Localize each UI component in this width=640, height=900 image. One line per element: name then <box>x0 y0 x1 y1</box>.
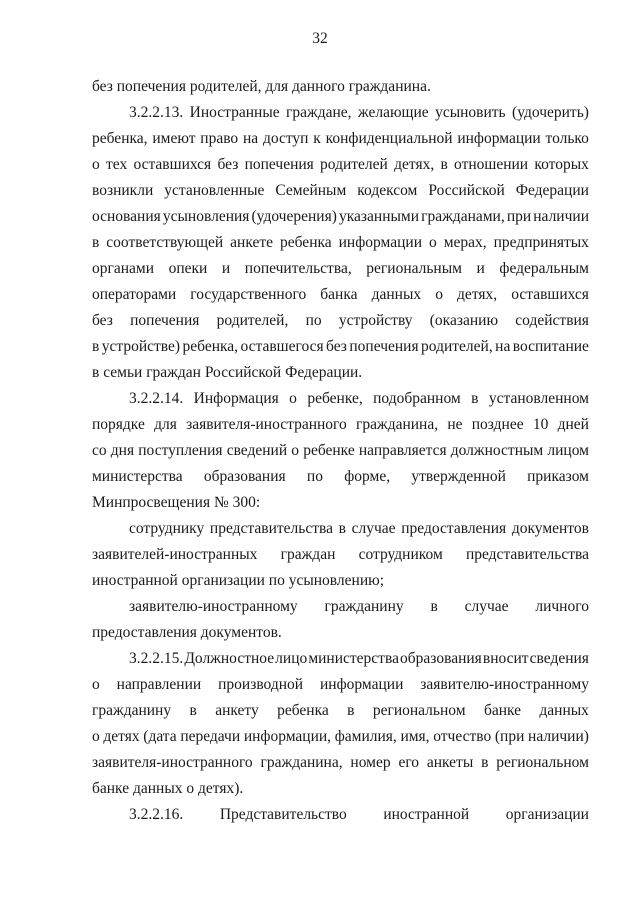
word: (дата <box>143 728 177 745</box>
text-line <box>92 750 589 776</box>
word: только <box>545 130 589 147</box>
word: данных <box>539 702 589 719</box>
word: 3.2.2.14. <box>129 390 184 407</box>
text-line <box>92 230 589 256</box>
word: утвержденной <box>411 468 506 485</box>
word: банка <box>320 286 358 303</box>
word: родителей, <box>421 338 493 355</box>
word: и <box>221 260 231 277</box>
word: основания <box>92 208 161 225</box>
word: сотруднику <box>129 520 205 537</box>
word: без <box>92 312 113 329</box>
text-line <box>92 204 589 230</box>
word: Должностное <box>184 650 275 667</box>
word: операторами <box>92 286 177 303</box>
word: региональном <box>372 702 466 719</box>
word: информации, <box>243 728 332 745</box>
word: Федерации <box>515 182 589 199</box>
word: при <box>506 208 532 225</box>
text-line <box>92 386 589 412</box>
word: наличии <box>533 208 589 225</box>
word: региональным <box>366 260 462 277</box>
word: (удочерения) <box>251 208 337 225</box>
word: ребенке, <box>307 390 363 407</box>
word: 3.2.2.13. <box>129 104 184 121</box>
text-line <box>92 334 589 360</box>
word: 3.2.2.15. <box>129 650 184 667</box>
word: попечения <box>349 338 419 355</box>
word: без <box>326 338 347 355</box>
word: о <box>92 676 100 693</box>
word: ребенка <box>277 702 329 719</box>
word: иностранной <box>383 806 470 823</box>
word: отношении <box>454 156 529 173</box>
word: содействия <box>515 312 589 329</box>
text-line <box>92 698 589 724</box>
word: желающие <box>357 104 429 121</box>
word: дней <box>557 416 589 433</box>
word: со <box>92 442 107 459</box>
word: по <box>305 312 322 329</box>
word: усыновления <box>162 208 250 225</box>
text-line <box>92 438 589 464</box>
word: информации <box>338 234 423 251</box>
word: государственного <box>190 286 307 303</box>
word: представительства <box>209 520 333 537</box>
word: усыновить <box>435 104 506 121</box>
text-line <box>92 594 589 620</box>
text-line <box>92 542 589 568</box>
word: оставшегося <box>240 338 324 355</box>
word: устройству <box>338 312 413 329</box>
word: опеки <box>168 260 208 277</box>
text-line <box>92 516 589 542</box>
word: о <box>435 286 443 303</box>
text-line: без попечения родителей, для данного гражданина. <box>92 78 431 95</box>
text-line <box>92 126 589 152</box>
word: гражданина, <box>356 416 439 433</box>
word: случае <box>464 598 509 615</box>
word: в <box>92 338 100 355</box>
word: заявителю-иностранному <box>129 598 298 615</box>
word: о <box>92 728 100 745</box>
word: мерах, <box>443 234 487 251</box>
word: на <box>495 338 511 355</box>
word: банке <box>483 702 522 719</box>
word: ребенке <box>303 442 355 459</box>
word: устройстве) <box>101 338 181 355</box>
word: заявителю-иностранному <box>420 676 589 693</box>
word: в <box>481 754 489 771</box>
word: фамилия, <box>334 728 397 745</box>
word: о <box>291 442 300 459</box>
text-line <box>92 672 589 698</box>
word: соответствующей <box>106 234 224 251</box>
word: случае <box>351 520 396 537</box>
word: должностным <box>450 442 544 459</box>
word: граждане, <box>286 104 352 121</box>
word: Российской <box>428 182 505 199</box>
word: информации <box>457 130 541 147</box>
word: заявителя-иностранного <box>92 754 253 771</box>
word: передачи <box>180 728 241 745</box>
word: гражданами, <box>421 208 505 225</box>
word: (оказанию <box>429 312 499 329</box>
word: попечения <box>130 312 200 329</box>
word: сведения <box>529 650 589 667</box>
word: гражданину <box>92 702 172 719</box>
word: детях, <box>394 156 435 173</box>
text-line <box>92 724 589 750</box>
word: в <box>189 702 197 719</box>
word: дня <box>110 442 135 459</box>
word: о <box>289 390 297 407</box>
word: в <box>430 598 438 615</box>
text-line <box>92 802 589 828</box>
word: детях <box>103 728 140 745</box>
word: возникли <box>92 182 154 199</box>
word: для <box>154 416 177 433</box>
word: 3.2.2.16. <box>129 806 184 823</box>
word: лицо <box>275 650 308 667</box>
text-line <box>92 256 589 282</box>
word: в <box>440 156 448 173</box>
word: к <box>313 130 321 147</box>
word: федеральным <box>499 260 589 277</box>
word: по <box>306 468 323 485</box>
word: указанными <box>338 208 420 225</box>
word: лицом <box>547 442 589 459</box>
word: наличии) <box>528 728 589 745</box>
word: в <box>471 390 479 407</box>
text-line <box>92 100 589 126</box>
page-number: 32 <box>312 30 328 47</box>
word: родителей, <box>216 312 289 329</box>
word: (при <box>494 728 525 745</box>
word: информации <box>320 676 404 693</box>
text-line <box>92 282 589 308</box>
word: анкеты <box>426 754 474 771</box>
word: заявителей-иностранных <box>92 546 258 563</box>
word: предоставления <box>401 520 507 537</box>
text-line <box>92 178 589 204</box>
text-line <box>92 646 589 672</box>
word: на <box>242 130 259 147</box>
word: без <box>217 156 239 173</box>
word: родителей <box>320 156 388 173</box>
word: оставшихся <box>511 286 589 303</box>
text-line: предоставления документов. <box>92 624 282 641</box>
text-line: иностранной организации по усыновлению; <box>92 572 385 589</box>
word: в <box>92 234 100 251</box>
text-line: в семьи граждан Российской Федерации. <box>92 364 363 381</box>
word: личного <box>535 598 589 615</box>
word: министерства <box>92 468 183 485</box>
word: направлении <box>116 676 202 693</box>
word: и <box>476 260 485 277</box>
word: позднее <box>471 416 524 433</box>
word: вносит <box>482 650 529 667</box>
word: в <box>347 702 355 719</box>
word: организации <box>505 806 589 823</box>
word: номер <box>350 754 391 771</box>
word: поступления <box>138 442 223 459</box>
word: образования <box>203 468 286 485</box>
word: ребенка, <box>182 338 239 355</box>
text-line <box>92 308 589 334</box>
word: сотрудником <box>358 546 443 563</box>
text-line: банке данных о детях). <box>92 780 244 797</box>
word: в <box>338 520 346 537</box>
word: документов <box>511 520 589 537</box>
word: ребенка <box>280 234 332 251</box>
text-line <box>92 464 589 490</box>
word: о <box>92 156 100 173</box>
text-line <box>92 152 589 178</box>
word: 10 <box>532 416 549 433</box>
word: имеют <box>152 130 196 147</box>
word: детях, <box>457 286 498 303</box>
word: Представительство <box>219 806 347 823</box>
word: данных <box>371 286 422 303</box>
word: ребенка, <box>92 130 148 147</box>
word: Иностранные <box>189 104 280 121</box>
word: оставшихся <box>133 156 212 173</box>
word: имя, <box>400 728 430 745</box>
word: (удочерить) <box>512 104 589 121</box>
word: анкету <box>215 702 259 719</box>
word: гражданина, <box>260 754 343 771</box>
word: Информация <box>193 390 279 407</box>
document-body <box>92 74 589 828</box>
text-line: Минпросвещения № 300: <box>92 494 261 511</box>
word: сведений <box>226 442 288 459</box>
word: попечения <box>244 156 314 173</box>
word: его <box>398 754 420 771</box>
word: порядке <box>92 416 145 433</box>
word: форме, <box>344 468 391 485</box>
word: отчество <box>433 728 492 745</box>
word: представительства <box>465 546 589 563</box>
word: министерства <box>308 650 399 667</box>
word: образования <box>400 650 482 667</box>
word: приказом <box>527 468 589 485</box>
word: о <box>428 234 437 251</box>
text-line <box>92 412 589 438</box>
word: производной <box>218 676 304 693</box>
word: гражданину <box>324 598 404 615</box>
word: направляется <box>358 442 447 459</box>
word: предпринятых <box>493 234 589 251</box>
word: органами <box>92 260 155 277</box>
word: подобранном <box>373 390 461 407</box>
word: право <box>200 130 239 147</box>
word: которых <box>534 156 589 173</box>
word: установленные <box>164 182 265 199</box>
word: не <box>447 416 463 433</box>
word: анкете <box>230 234 274 251</box>
word: тех <box>106 156 128 173</box>
word: попечительства, <box>244 260 352 277</box>
word: конфиденциальной <box>325 130 453 147</box>
word: Семейным <box>275 182 347 199</box>
word: установленном <box>488 390 589 407</box>
word: кодексом <box>357 182 418 199</box>
word: доступ <box>262 130 309 147</box>
word: граждан <box>280 546 336 563</box>
word: воспитание <box>512 338 589 355</box>
word: региональном <box>496 754 589 771</box>
word: заявителя-иностранного <box>186 416 347 433</box>
